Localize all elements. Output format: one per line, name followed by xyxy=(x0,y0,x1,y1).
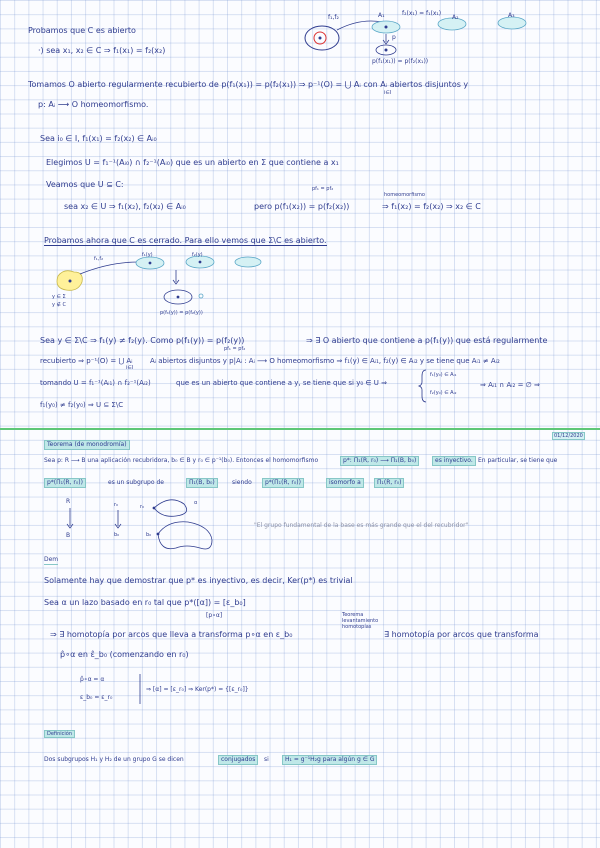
dem-line-5-2: ε_b₀ = ε_r₀ xyxy=(80,694,113,701)
label-f1y: f₁(y) xyxy=(142,252,153,258)
line-Ai-disjuntos: Aᵢ abiertos disjuntos y p|Aᵢ : Aᵢ ⟶ O homeomorfismo ⇒ f₁(y) ∈ Aᵢ₁, f₂(y) ∈ Aᵢ₂ y se tiene que Aᵢ₁ ≠ Aᵢ₂ xyxy=(150,357,500,365)
label-b0: b₀ xyxy=(114,532,120,538)
line-existe-O: ⇒ ∃ O abierto que contiene a p(f₁(y)) que está regularmente xyxy=(306,336,548,345)
line-sea-x2-a: sea x₂ ∈ U ⇒ f₁(x₂), f₂(x₂) ∈ Aᵢ₀ xyxy=(64,202,186,211)
label-y-in-X: y ∈ Σ xyxy=(52,294,66,300)
definition-si: si xyxy=(264,756,269,763)
label-B: B xyxy=(66,532,71,539)
line-probamos-abierto: Probamos que C es abierto xyxy=(28,26,136,35)
label-f2y: f₂(y) xyxy=(192,252,203,258)
definition-title: Definición xyxy=(44,730,75,738)
line-probamos-cerrado: Probamos ahora que C es cerrado. Para ello vemos que Σ\C es abierto. xyxy=(44,236,327,245)
definition-line-a: Dos subgrupos H₁ y H₂ de un grupo G se dicen xyxy=(44,756,184,763)
dem-line-5-1: p̂∘α = α xyxy=(80,676,105,683)
theorem-p-star-image: p*(Π₁(R, r₀)) xyxy=(44,478,86,488)
quote-grupo-fundamental: "El grupo fundamental de la base es más grande que el del recubridor" xyxy=(254,522,469,529)
case-f2y0: f₂(y₀) ∈ Aᵢ₂ xyxy=(430,390,457,396)
line-f1y0-ne-f2y0: f₁(y₀) ≠ f₂(y₀) ⇒ U ⊆ Σ\C xyxy=(40,401,124,409)
line-tomamos-abierto: Tomamos O abierto regularmente recubierto de p(f₁(x₁)) = p(f₂(x₁)) ⇒ p⁻¹(O) = ⋃ Aᵢ con Aᵢ abiertos disjuntos y xyxy=(28,80,469,89)
note-teorema: Teorema xyxy=(342,612,364,618)
line-sea-x2-c: ⇒ f₁(x₂) = f₂(x₂) ⇒ x₂ ∈ C xyxy=(382,202,481,211)
dem-line-3a: ⇒ ∃ homotopía por arcos que lleva a transforma p∘α en ε_b₀ xyxy=(50,630,293,639)
line-elegimos-U: Elegimos U = f₁⁻¹(Aᵢ₀) ∩ f₂⁻¹(Aᵢ₀) que es un abierto en Σ que contiene a x₁ xyxy=(46,158,339,167)
theorem-line-1a: Sea p: R ⟶ B una aplicación recubridora, b₀ ∈ B y r₀ ∈ p⁻¹(b₀). Entonces el homomorfismo xyxy=(44,457,319,464)
sub-i-in-I: i∈I xyxy=(384,90,392,96)
note-pf1-pf2: pf₁ = pf₂ xyxy=(312,186,334,192)
line-interseccion-vacia: ⇒ Aᵢ₁ ∩ Aᵢ₂ = ∅ ⇒ xyxy=(480,381,540,389)
line-sea-y: Sea y ∈ Σ\C ⇒ f₁(y) ≠ f₂(y). Como p(f₁(y)) = p(f₂(y)) xyxy=(40,336,245,345)
label-a1: A₁ xyxy=(378,12,385,19)
theorem-p-star-image-2: p*(Π₁(R, r₀)) xyxy=(262,478,304,488)
label-f1f2: f₁,f₂ xyxy=(328,14,339,21)
label-f1f2-2: f₁,f₂ xyxy=(94,256,104,262)
theorem-inyectivo: es inyectivo. xyxy=(432,456,476,466)
label-r0-loop: r₀ xyxy=(140,504,145,510)
note-pf1-pf2-2: pf₁ = pf₂ xyxy=(224,346,246,352)
theorem-pi1-R: Π₁(R, r₀) xyxy=(374,478,404,488)
theorem-isomorfo: isomorfo a xyxy=(326,478,364,488)
line-sea-i0: Sea i₀ ∈ I, f₁(x₁) = f₂(x₂) ∈ Aᵢ₀ xyxy=(40,134,157,143)
label-y-notin-C: y ∉ C xyxy=(52,302,66,308)
dem-line-4: p̂∘α en ε̂_b₀ (comenzando en r₀) xyxy=(60,650,189,659)
label-b0-loop: b₀ xyxy=(146,532,152,538)
label-r0: r₀ xyxy=(114,502,119,508)
line-sea-x1-x2: ·) sea x₁, x₂ ∈ C ⇒ f₁(x₁) = f₂(x₂) xyxy=(38,46,166,55)
dem-line-1: Solamente hay que demostrar que p* es inyectivo, es decir, Ker(p*) es trivial xyxy=(44,576,353,585)
dem-label: Dem xyxy=(44,556,59,563)
line-sea-x2-b: pero p(f₁(x₂)) = p(f₂(x₂)) xyxy=(254,202,350,211)
label-a2: A₂ xyxy=(452,14,459,21)
theorem-es-subgrupo: es un subgrupo de xyxy=(108,479,164,486)
sub-i-in-I-2: i∈I xyxy=(126,365,134,371)
date-badge: 01/12/2020 xyxy=(554,433,583,439)
label-p-equal: p(f₁(x₁)) = p(f₂(x₁)) xyxy=(372,58,429,65)
theorem-homomorphism: p*: Π₁(R, r₀) ⟶ Π₁(B, b₀) xyxy=(340,456,419,466)
dem-line-2-under: [p∘α] xyxy=(206,612,223,619)
line-recubierto: recubierto ⇒ p⁻¹(O) = ⋃ Aᵢ xyxy=(40,357,133,365)
line-abierto-contiene-y: que es un abierto que contiene a y, se tiene que si y₀ ∈ U ⇒ xyxy=(176,379,387,387)
label-alpha: α xyxy=(194,500,198,506)
dem-line-2: Sea α un lazo basado en r₀ tal que p*([α]) = [ε_b₀] xyxy=(44,598,246,607)
note-homeomorfismo: homeomorfismo xyxy=(384,192,425,198)
dem-line-5-result: ⇒ [α] = [ε_r₀] ⇒ Ker(p*) = {[ε_r₀]} xyxy=(146,686,249,693)
definition-condition: H₁ = g⁻¹H₂g para algún g ∈ G xyxy=(282,755,377,765)
line-homeomorfismo: p: Aᵢ ⟶ O homeomorfismo. xyxy=(38,100,149,109)
case-f1y0: f₁(y₀) ∈ Aᵢ₁ xyxy=(430,372,457,378)
definition-conjugados: conjugados xyxy=(218,755,258,765)
note-homotopias: homotopías xyxy=(342,624,372,630)
line-veamos: Veamos que U ⊆ C: xyxy=(46,180,124,189)
note-levantamiento: levantamiento xyxy=(342,618,379,624)
label-a3: A₃ xyxy=(508,12,515,19)
label-pf1y: p(f₁(y)) = p(f₂(y)) xyxy=(160,310,203,316)
label-f-equal: f₂(x₁) = f₁(x₁) xyxy=(402,10,442,17)
label-R: R xyxy=(66,498,71,505)
dem-line-3b: ∃ homotopía por arcos que transforma xyxy=(384,630,539,639)
theorem-pi1-B: Π₁(B, b₀) xyxy=(186,478,218,488)
label-p: p xyxy=(392,34,396,41)
theorem-title: Teorema (de monodromía) xyxy=(44,440,130,450)
line-tomando-U: tomando U = f₁⁻¹(Aᵢ₁) ∩ f₂⁻¹(Aᵢ₂) xyxy=(40,379,151,387)
theorem-siendo: siendo xyxy=(232,479,252,486)
theorem-en-particular: En particular, se tiene que xyxy=(478,457,558,464)
